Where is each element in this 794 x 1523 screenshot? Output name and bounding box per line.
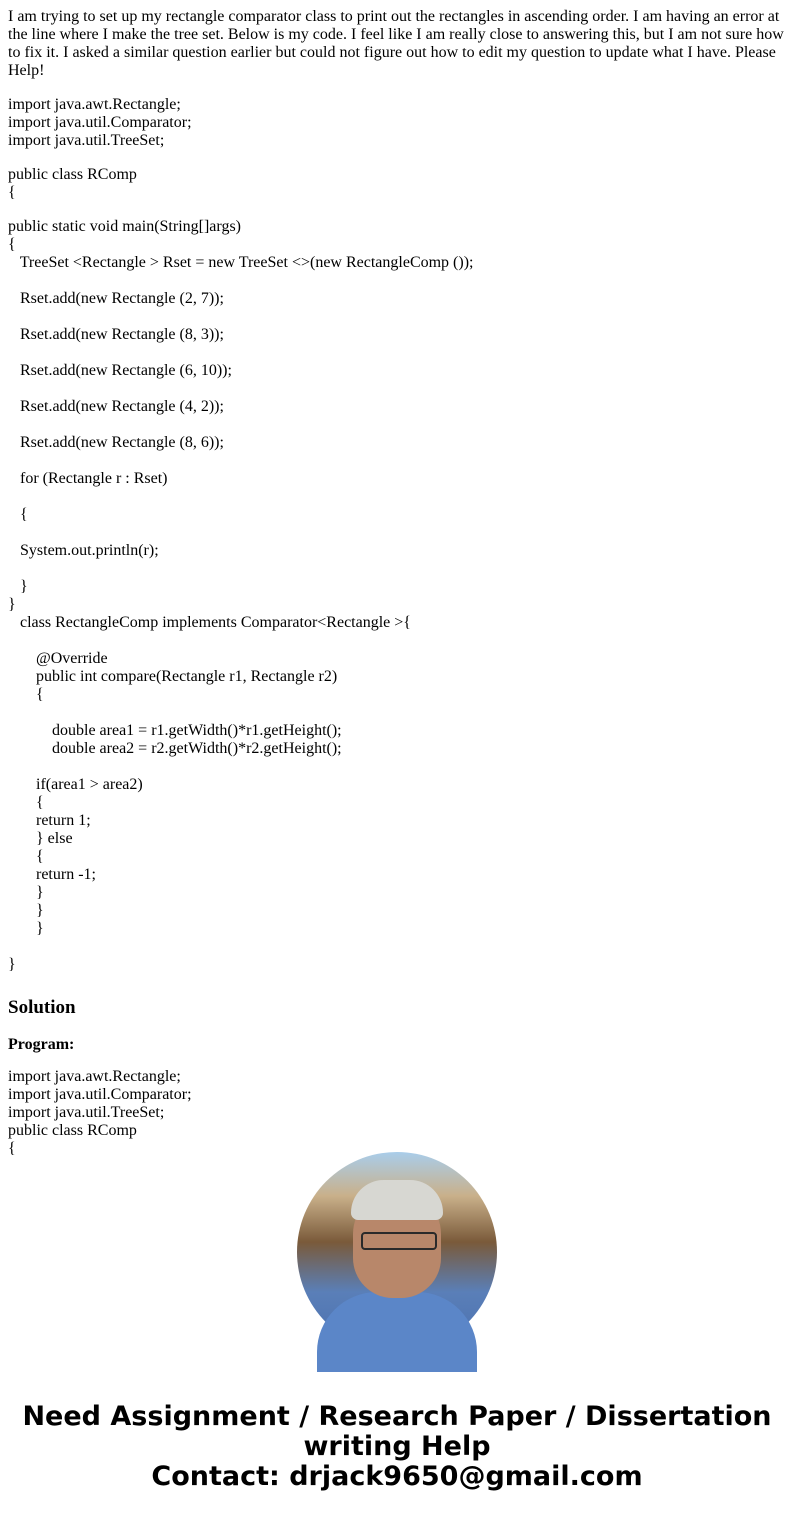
code-line: { <box>8 506 28 523</box>
code-line: { <box>8 184 16 201</box>
code-line: import java.util.TreeSet; <box>8 132 165 149</box>
code-class-decl <box>8 166 786 202</box>
code-line: import java.util.TreeSet; <box>8 1104 165 1121</box>
code-line: { <box>8 236 16 253</box>
code-line: return 1; <box>8 812 91 829</box>
code-line: import java.util.Comparator; <box>8 114 192 131</box>
code-line: Rset.add(new Rectangle (6, 10)); <box>8 362 232 379</box>
promo-line: writing Help <box>303 1431 491 1462</box>
code-line: System.out.println(r); <box>8 542 159 559</box>
code-line: Rset.add(new Rectangle (2, 7)); <box>8 290 224 307</box>
promo-contact: Contact: drjack9650@gmail.com <box>151 1461 643 1492</box>
code-body <box>8 254 786 974</box>
code-line <box>8 758 786 776</box>
code-line: import java.awt.Rectangle; <box>8 1068 181 1085</box>
code-main-decl <box>8 218 786 254</box>
code-line: Rset.add(new Rectangle (8, 6)); <box>8 434 224 451</box>
code-line: double area1 = r1.getWidth()*r1.getHeight(); <box>8 722 342 739</box>
code-line: if(area1 > area2) <box>8 776 143 793</box>
code-line <box>8 488 786 506</box>
code-line: { <box>8 686 44 703</box>
code-line: } <box>8 578 28 595</box>
code-line <box>8 938 786 956</box>
promo-banner <box>0 1152 794 1492</box>
code-line: } <box>8 920 44 937</box>
code-line: import java.util.Comparator; <box>8 1086 192 1103</box>
promo-text <box>0 1402 794 1492</box>
code-line <box>8 560 786 578</box>
avatar <box>297 1152 497 1352</box>
code-line: public class RComp <box>8 166 137 183</box>
code-line: } else <box>8 830 73 847</box>
code-line: public int compare(Rectangle r1, Rectangle r2) <box>8 668 338 685</box>
code-line: return -1; <box>8 866 96 883</box>
code-line: } <box>8 884 44 901</box>
code-line: } <box>8 596 16 613</box>
code-line: } <box>8 902 44 919</box>
code-line <box>8 632 786 650</box>
code-line <box>8 308 786 326</box>
code-line: Rset.add(new Rectangle (4, 2)); <box>8 398 224 415</box>
code-line: { <box>8 794 44 811</box>
code-line: class RectangleComp implements Comparator<Rectangle >{ <box>8 614 411 631</box>
code-line: import java.awt.Rectangle; <box>8 96 181 113</box>
code-line: { <box>8 1140 16 1157</box>
program-label: Program: <box>8 1036 75 1053</box>
code-line: @Override <box>8 650 108 667</box>
code-line: { <box>8 848 44 865</box>
code-line <box>8 416 786 434</box>
solution-code <box>8 1068 786 1157</box>
code-line: Rset.add(new Rectangle (8, 3)); <box>8 326 224 343</box>
code-line <box>8 272 786 290</box>
code-line <box>8 344 786 362</box>
code-line: TreeSet <Rectangle > Rset = new TreeSet <>(new RectangleComp ()); <box>8 254 474 271</box>
code-line <box>8 452 786 470</box>
code-line <box>8 380 786 398</box>
code-line <box>8 704 786 722</box>
solution-heading: Solution <box>8 997 76 1018</box>
code-line: } <box>8 956 16 973</box>
code-line: for (Rectangle r : Rset) <box>8 470 168 487</box>
code-line <box>8 524 786 542</box>
code-line: public class RComp <box>8 1122 137 1139</box>
code-line: double area2 = r2.getWidth()*r2.getHeight(); <box>8 740 342 757</box>
promo-line: Need Assignment / Research Paper / Dissertation <box>22 1401 772 1432</box>
question-text: I am trying to set up my rectangle comparator class to print out the rectangles in ascending order. I am having an error at the line where I make the tree set. Below is my code. I feel like I am really close to answering this, but I am not sure how to fix it. I asked a similar question earlier but could not figure out how to edit my question to update what I have. Please Help! <box>8 8 784 79</box>
code-line: public static void main(String[]args) <box>8 218 241 235</box>
code-imports <box>8 96 786 150</box>
